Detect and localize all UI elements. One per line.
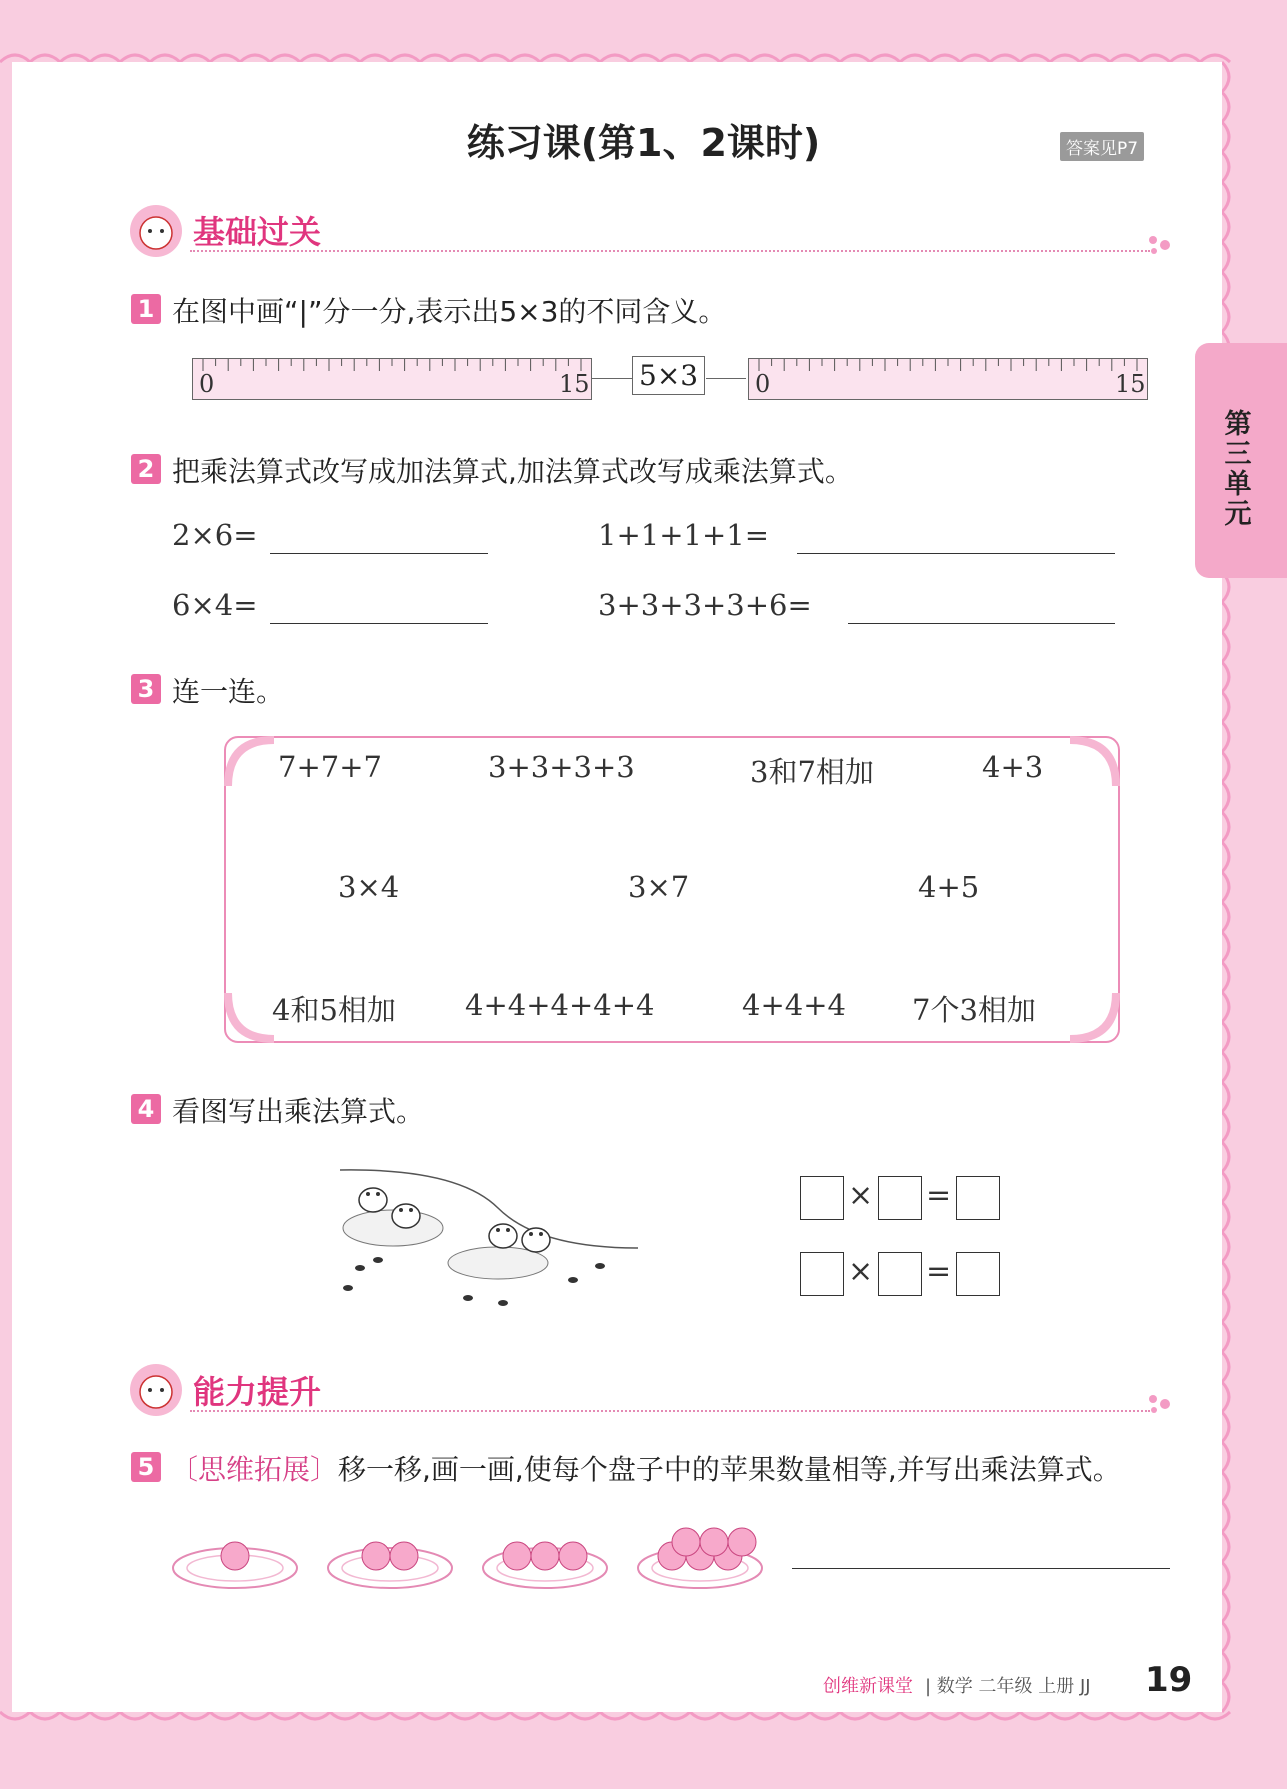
apple — [728, 1528, 756, 1556]
question-5-tag: 〔思维拓展〕 — [170, 1453, 339, 1486]
dots-decoration-icon — [1147, 235, 1173, 255]
equals-sign: = — [926, 1178, 952, 1213]
ruler-ticks — [749, 359, 1147, 379]
answer-blank[interactable] — [797, 553, 1115, 554]
rewrite-item: 1+1+1+1= — [598, 518, 769, 552]
answer-box[interactable] — [878, 1252, 922, 1296]
apple — [221, 1542, 249, 1570]
question-3-text: 连一连。 — [172, 675, 285, 708]
match-item-top[interactable]: 3和7相加 — [750, 755, 874, 789]
footer-info: | 数学 二年级 上册 JJ — [925, 1676, 1091, 1697]
rewrite-item: 2×6= — [172, 518, 258, 552]
plate — [173, 1542, 297, 1588]
apple-plates-illustration — [165, 1510, 765, 1590]
ruler-right — [748, 358, 1148, 400]
ruler-left-start: 0 — [199, 370, 215, 398]
unit-side-label: 第三单元 — [1224, 409, 1252, 530]
question-2-text: 把乘法算式改写成加法算式,加法算式改写成乘法算式。 — [172, 455, 853, 488]
plate — [328, 1542, 452, 1588]
monkey-avatar-icon — [128, 1362, 184, 1418]
answer-box[interactable] — [800, 1176, 844, 1220]
frogs-pond-illustration — [338, 1168, 638, 1318]
answer-box[interactable] — [956, 1176, 1000, 1220]
match-item-top[interactable]: 4+3 — [982, 750, 1044, 784]
match-item-middle[interactable]: 3×4 — [338, 870, 400, 904]
section-heading-advanced: 能力提升 — [193, 1373, 322, 1411]
apple — [672, 1528, 700, 1556]
apple — [700, 1528, 728, 1556]
answer-blank[interactable] — [270, 623, 488, 624]
plate — [483, 1542, 607, 1588]
section-divider — [190, 250, 1150, 252]
section-heading-basic: 基础过关 — [193, 213, 322, 251]
rewrite-item: 3+3+3+3+6= — [598, 588, 812, 622]
answer-blank[interactable] — [792, 1568, 1170, 1569]
answer-blank[interactable] — [848, 623, 1115, 624]
apple — [531, 1542, 559, 1570]
apple — [559, 1542, 587, 1570]
section-divider — [190, 1410, 1150, 1412]
dots-decoration-icon — [1147, 1394, 1173, 1414]
connector-line — [592, 378, 632, 379]
footer-brand: 创维新课堂 — [823, 1676, 913, 1697]
ruler-right-start: 0 — [755, 370, 771, 398]
answer-blank[interactable] — [270, 553, 488, 554]
apple — [390, 1542, 418, 1570]
match-item-bottom[interactable]: 4+4+4 — [742, 988, 846, 1022]
question-4-text: 看图写出乘法算式。 — [172, 1095, 425, 1128]
question-1-text: 在图中画“|”分一分,表示出5×3的不同含义。 — [172, 295, 727, 328]
question-number-5: 5 — [131, 1452, 161, 1482]
answer-reference-badge: 答案见P7 — [1060, 132, 1144, 161]
question-number-2: 2 — [131, 454, 161, 484]
match-item-top[interactable]: 7+7+7 — [278, 750, 382, 784]
question-number-1: 1 — [131, 294, 161, 324]
question-number-4: 4 — [131, 1094, 161, 1124]
plate — [638, 1528, 762, 1588]
match-item-bottom[interactable]: 7个3相加 — [912, 993, 1036, 1027]
answer-box[interactable] — [878, 1176, 922, 1220]
apple — [503, 1542, 531, 1570]
multiplication-label-box: 5×3 — [632, 356, 705, 395]
page-title: 练习课(第1、2课时) — [466, 121, 821, 165]
ruler-ticks — [193, 359, 591, 379]
ruler-left-end: 15 — [559, 370, 590, 398]
equals-sign: = — [926, 1254, 952, 1289]
page-number: 19 — [1145, 1660, 1193, 1700]
ruler-left — [192, 358, 592, 400]
match-item-top[interactable]: 3+3+3+3 — [488, 750, 635, 784]
match-item-middle[interactable]: 4+5 — [918, 870, 980, 904]
apple — [362, 1542, 390, 1570]
answer-box[interactable] — [800, 1252, 844, 1296]
question-5-line — [170, 1448, 1121, 1488]
times-sign: × — [848, 1178, 874, 1213]
answer-box[interactable] — [956, 1252, 1000, 1296]
match-item-middle[interactable]: 3×7 — [628, 870, 690, 904]
question-5-text: 移一移,画一画,使每个盘子中的苹果数量相等,并写出乘法算式。 — [338, 1453, 1121, 1486]
match-item-bottom[interactable]: 4和5相加 — [272, 993, 396, 1027]
times-sign: × — [848, 1254, 874, 1289]
question-number-3: 3 — [131, 674, 161, 704]
girl-avatar-icon — [128, 203, 184, 259]
ruler-right-end: 15 — [1115, 370, 1146, 398]
rewrite-item: 6×4= — [172, 588, 258, 622]
match-item-bottom[interactable]: 4+4+4+4+4 — [465, 988, 655, 1022]
connector-line — [706, 378, 746, 379]
